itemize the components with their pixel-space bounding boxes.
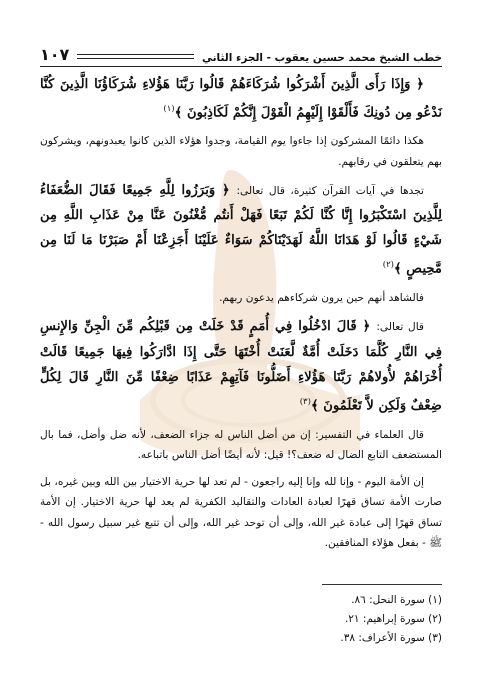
page-header [40, 40, 442, 64]
footnote-ref-3: (٣) [299, 397, 311, 408]
quran-text-3: ﴿ قَالَ ادْخُلُوا فِي أُمَمٍ قَدْ خَلَتْ مِن قَبْلِكُم مِّنَ الْجِنِّ وَالإِنسِ فِي النَّارِ كُلَّمَا دَخَلَتْ أُمَّةٌ لَّعَنَتْ أُخْتَهَا حَتَّى إِذَا ادَّارَكُوا فِيهَا جَمِيعًا قَالَتْ أُخْرَاهُمْ لأُولاهُمْ رَبَّنَا هَؤُلاءِ أَضَلُّونَا فَآتِهِمْ عَذَابًا ضِعْفًا مِّنَ النَّارِ قَالَ لِكُلٍّ ضِعْفٌ وَلَكِن لاَّ تَعْلَمُونَ ﴾ [40, 319, 442, 414]
quran-verse-2 [40, 178, 442, 281]
quran-text-2: ﴿ وَبَرَزُوا لِلَّهِ جَمِيعًا فَقَالَ الضُّعَفَاءُ لِلَّذِينَ اسْتَكْبَرُوا إِنَّا كُنَّا لَكُمْ تَبَعًا فَهَلْ أَنتُم مُّغْنُونَ عَنَّا مِنْ عَذَابِ اللَّهِ مِن شَيْءٍ قَالُوا لَوْ هَدَانَا اللَّهُ لَهَدَيْنَاكُمْ سَوَاءٌ عَلَيْنَا أَجَزِعْنَا أَمْ صَبَرْنَا مَا لَنَا مِن مَّحِيصٍ ﴾ [40, 183, 442, 277]
running-title: خطب الشيخ محمد حسين يعقوب - الجزء الثاني [201, 52, 442, 64]
footnote-ref-2: (٢) [382, 260, 394, 271]
footnote-ref-1: (١) [163, 104, 175, 114]
footnote-3: (٣) سورة الأعراف: ٣٨. [340, 632, 442, 644]
page-number: ١٠٧ [40, 45, 70, 64]
paragraph-5: قال العلماء في التفسير: إن من أضل الناس له جزاء الضعف، لأنه ضل وأضل، فما بال المستضعف التابع الضال له ضعف؟! قيل: لأنه أيضًا أضل الناس باتباعه. [40, 428, 442, 462]
quran-verse-1 [40, 72, 442, 125]
quran-verse-3 [40, 314, 442, 418]
footnote-1: (١) سورة النحل: ٨٦. [351, 594, 442, 606]
footnote-2: (٢) سورة إبراهيم: ٢١. [344, 613, 442, 625]
footnotes [40, 584, 442, 648]
paragraph-4-intro: قال تعالى: [376, 321, 424, 334]
paragraph-3: فالشاهد أنهم حين يرون شركاءهم يدعون ربهم. [219, 291, 424, 304]
quran-text-1: ﴿ وَإِذَا رَأَى الَّذِينَ أَشْرَكُوا شُرَكَاءَهُمْ قَالُوا رَبَّنَا هَؤُلاءِ شُرَكَاؤُنَا الَّذِينَ كُنَّا نَدْعُو مِن دُونِكَ فَأَلْقَوْا إِلَيْهِمُ الْقَوْلَ إِنَّكُمْ لَكَاذِبُونَ ﴾ [40, 77, 442, 121]
paragraph-1: هكذا دائمًا المشركون إذا جاءوا يوم القيامة، وجدوا هؤلاء الذين كانوا يعبدونهم، ويشركون بهم يتعلقون في رقابهم. [40, 135, 442, 168]
header-underline [40, 66, 442, 67]
paragraph-6: إن الأمة اليوم - وإنا لله وإنا إليه راجعون - لم تعد لها حرية الاختيار بين الله وبين غيره، بل صارت الأمة تساق قهرًا لعبادة العادات والتقاليد الكفرية لم يعد لها حرية الاختيار. إن الأمة تساق قهرًا إلى عبادة غير الله، وإلى أن توحد غير الله، وإلى أن تتبع غير سبيل رسول الله - ﷺ - بفعل هؤلاء المنافقين. [40, 475, 442, 550]
paragraph-2-intro: تجدها في آيات القرآن كثيرة، قال تعالى: [236, 185, 425, 198]
footnote-rule [322, 584, 442, 585]
header-double-rule [77, 54, 194, 59]
page-body [40, 72, 442, 560]
